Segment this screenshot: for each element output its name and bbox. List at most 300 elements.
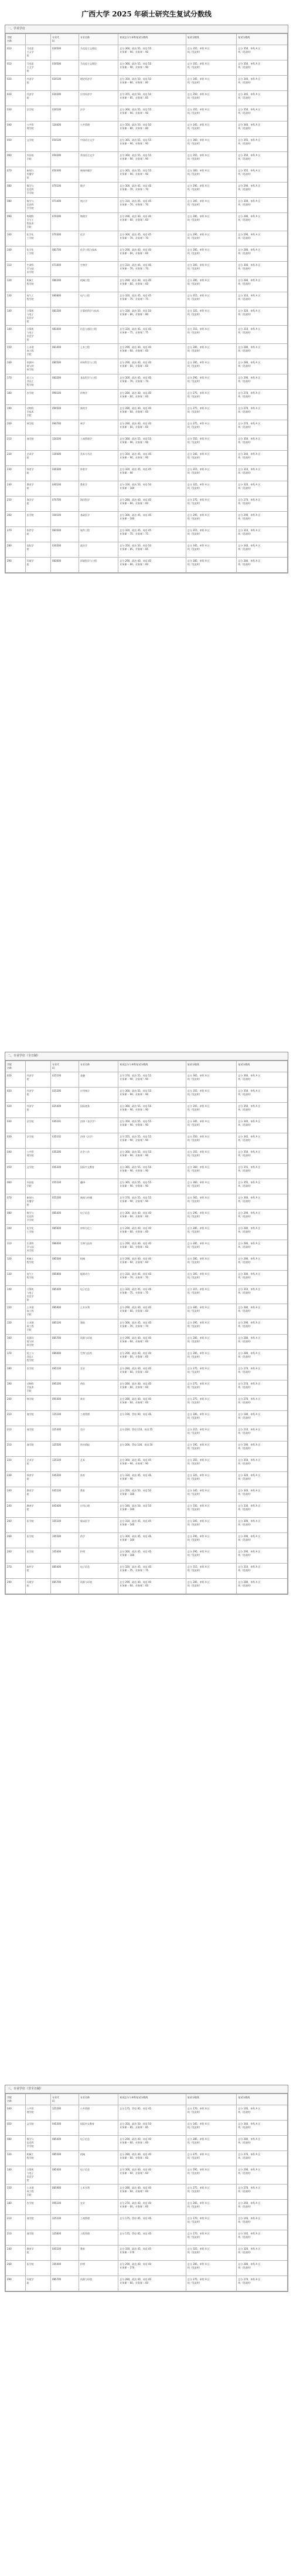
initial-score-cell: 总分 290，政治 40、英语 40 业务课一 60、业务课二 60 <box>118 359 186 374</box>
retest-score-cell: 总分 295，单科 A 区 线（见说明） <box>186 1548 237 1564</box>
initial-score-cell: 总分 280，政治 40、英语 40 业务课一 60、业务课二 60 <box>118 405 186 420</box>
college-name-cell: 计算机 与电子 信息学 院 <box>25 326 50 344</box>
major-name-cell: 计算机科学与技术 <box>79 308 118 326</box>
initial-score-cell: 总分 290，政治 40、英语 40 业务课一 60、业务课二 60 <box>118 1579 186 1594</box>
table-row <box>6 1304 288 1319</box>
major-code-cell: 095100 <box>50 2200 79 2215</box>
college-name-cell: 教育学 院 <box>25 1503 50 1518</box>
college-code-cell: 050 <box>6 2121 26 2136</box>
college-name-cell: 新闻与 传播学 院 <box>25 1194 50 1210</box>
college-code-cell: 100 <box>6 1225 26 1240</box>
table-row <box>6 420 288 435</box>
college-code-cell: 030 <box>6 1118 26 1133</box>
major-code-cell: 085500 <box>50 1255 79 1271</box>
table-row <box>6 1271 288 1286</box>
initial-score-cell: 总分 280，政治 40、英语 40 业务课一 60、业务课二 60 <box>118 497 186 512</box>
initial-score-cell: 总分 300，政治 45、英语 45 业务课一 70、业务课二 70 <box>118 231 186 247</box>
retest-score-cell: 总分 280，单科 A 区 线（见说明） <box>237 1225 288 1240</box>
major-code-cell: 125300 <box>50 1426 79 1441</box>
retest-score-cell: 总分 290，单科 A 区 线（见说明） <box>237 1533 288 1548</box>
retest-score-cell: 总分 310，单科 A 区 线（见说明） <box>237 292 288 308</box>
major-code-cell: 090700 <box>50 420 79 435</box>
retest-score-cell: 总分 320，单科 A 区 线（见说明） <box>237 481 288 497</box>
college-code-cell: 210 <box>6 1426 26 1441</box>
college-code-cell: 190 <box>6 405 26 420</box>
retest-score-cell: 总分 350，单科 A 区 线（见说明） <box>186 1133 237 1149</box>
table-row <box>6 435 288 451</box>
major-code-cell: 030100 <box>50 106 79 121</box>
major-name-cell: 护理 <box>79 1548 118 1564</box>
major-name-cell: 生物与医药 <box>79 1350 118 1365</box>
initial-score-cell: 总分 300，政治 45、英语 45 业务课一 70、业务课二 70 <box>118 1319 186 1335</box>
retest-score-cell: 总分 305，单科 A 区 线（见说明） <box>186 1271 237 1286</box>
retest-score-cell: 总分 315，单科 A 区 线（见说明） <box>186 466 237 481</box>
major-code-cell: 085400 <box>50 2136 79 2151</box>
college-code-cell: 080 <box>6 1210 26 1225</box>
col-header: 复试分数线 <box>186 34 237 45</box>
major-code-cell: 081000 <box>50 326 79 344</box>
college-name-cell: 数学与 信息科 学学院 <box>25 1210 50 1225</box>
major-name-cell: 马克思主义理论 <box>79 45 118 60</box>
initial-score-cell: 总分 320，政治 45、英语 45 业务课一 90 <box>118 466 186 481</box>
major-code-cell: 120200 <box>50 435 79 451</box>
retest-score-cell: 总分 290，单科 A 区 线（见说明） <box>237 183 288 198</box>
college-code-cell: 210 <box>6 2215 26 2230</box>
major-name-cell: 电子信息 <box>79 1210 118 1225</box>
college-name-cell: 环境学 院 <box>25 2276 50 2291</box>
retest-score-cell: 总分 345，单科 A 区 线（见说明） <box>186 2121 237 2136</box>
col-header: 复试分数线 <box>237 2094 288 2105</box>
col-header: 学院 名称 <box>6 1061 26 1072</box>
college-name-cell: 马克思 主义学 院 <box>25 60 50 76</box>
table-row <box>6 542 288 558</box>
table-row <box>6 1350 288 1365</box>
college-name-cell: 软件学 院 <box>25 527 50 542</box>
table-row <box>6 390 288 405</box>
retest-score-cell: 总分 365，单科 A 区 线（见说明） <box>186 1072 237 1088</box>
college-name-cell: 医学院 <box>25 1533 50 1548</box>
college-name-cell: 电气工 程学院 <box>25 1271 50 1286</box>
table-row <box>6 1118 288 1133</box>
college-code-cell: 150 <box>6 344 26 359</box>
retest-score-cell: 总分 285，单科 A 区 线（见说明） <box>186 1255 237 1271</box>
retest-score-cell: 总分 270，单科 A 区 线（见说明） <box>237 497 288 512</box>
retest-score-cell: 总分 280，单科 A 区 线（见说明） <box>237 2261 288 2276</box>
college-code-cell: 170 <box>6 374 26 390</box>
retest-score-cell: 总分 355，单科 A 区 线（见说明） <box>186 1457 237 1472</box>
college-name-cell: 经济学 院 <box>25 1103 50 1118</box>
college-code-cell: 210 <box>6 1441 26 1457</box>
college-code-cell: 260 <box>6 512 26 527</box>
major-name-cell: 电子信息 <box>79 1564 118 1579</box>
retest-score-cell: 总分 355，单科 A 区 线（见说明） <box>186 60 237 76</box>
major-code-cell: 085700 <box>50 1579 79 1594</box>
major-code-cell: 120400 <box>50 121 79 137</box>
retest-score-cell: 总分 285，单科 A 区 线（见说明） <box>186 2261 237 2276</box>
major-code-cell: 085400 <box>50 1286 79 1304</box>
retest-score-cell: 总分 290，单科 A 区 线（见说明） <box>237 231 288 247</box>
college-name-cell: 轻工与 食品工 程学院 <box>25 374 50 390</box>
major-code-cell: 081400 <box>50 344 79 359</box>
major-name-cell: 兽医 <box>79 1380 118 1396</box>
college-code-cell: 110 <box>6 1240 26 1255</box>
major-code-cell: 081200 <box>50 308 79 326</box>
college-code-cell: 080 <box>6 183 26 198</box>
initial-score-cell: 总分 370，政治 55、英语 55 业务课一 90、业务课二 90 <box>118 1194 186 1210</box>
retest-score-cell: 总分 285，单科 A 区 线（见说明） <box>186 1240 237 1255</box>
retest-score-cell: 总分 340，单科 A 区 线（见说明） <box>237 76 288 91</box>
college-name-cell: 环境学 院 <box>25 558 50 573</box>
retest-score-cell: 总分 280，单科 A 区 线（见说明） <box>237 1255 288 1271</box>
major-name-cell: 化学工程与技术 <box>79 247 118 262</box>
major-name-cell: 畜牧学 <box>79 405 118 420</box>
retest-score-cell: 总分 310，单科 A 区 线（见说明） <box>237 1286 288 1304</box>
college-code-cell: 230 <box>6 466 26 481</box>
college-name-cell: 计算机 与电子 信息学 院 <box>25 308 50 326</box>
major-name-cell: 土木水利 <box>79 1304 118 1319</box>
retest-score-cell: 总分 355，单科 A 区 线（见说明） <box>186 1088 237 1103</box>
table-row <box>6 1503 288 1518</box>
college-name-cell: 环境学 院 <box>25 1579 50 1594</box>
retest-score-cell: 总分 305，单科 A 区 线（见说明） <box>186 262 237 277</box>
initial-score-cell: 总分 280，政治 40、英语 40 业务课一 60、业务课二 60 <box>118 2276 186 2291</box>
major-name-cell: 林业 <box>79 1396 118 1411</box>
major-code-cell: 090100 <box>50 390 79 405</box>
college-code-cell: 290 <box>6 1579 26 1594</box>
retest-score-cell: 总分 320，单科 A 区 线（见说明） <box>237 2246 288 2261</box>
major-name-cell: 教育 <box>79 2246 118 2261</box>
college-name-cell: 法学院 <box>25 1133 50 1149</box>
retest-score-cell: 总分 290，单科 A 区 线（见说明） <box>237 512 288 527</box>
college-code-cell: 150 <box>6 1319 26 1335</box>
major-name-cell: 环境科学与工程 <box>79 558 118 573</box>
table-row <box>6 405 288 420</box>
table-row <box>6 167 288 183</box>
table-row <box>6 1426 288 1441</box>
col-header: 复试分数线 <box>237 1061 288 1072</box>
college-name-cell: 土木建 筑工程 学院 <box>25 1319 50 1335</box>
table-row <box>6 1533 288 1548</box>
college-code-cell: 040 <box>6 1149 26 1164</box>
major-name-cell: 新闻传播学 <box>79 167 118 183</box>
major-code-cell: 095400 <box>50 1396 79 1411</box>
college-code-cell: 040 <box>6 121 26 137</box>
score-table <box>5 33 288 573</box>
college-code-cell: 240 <box>6 1487 26 1503</box>
major-code-cell: 105400 <box>50 2261 79 2276</box>
major-code-cell: 030200 <box>50 542 79 558</box>
major-name-cell: 社会工作 <box>79 1149 118 1164</box>
major-code-cell: 045300 <box>50 1164 79 1179</box>
college-code-cell: 260 <box>6 1548 26 1564</box>
college-name-cell: 医学院 <box>25 1548 50 1564</box>
major-name-cell: 体育学 <box>79 466 118 481</box>
table-row <box>6 1255 288 1271</box>
retest-score-cell: 总分 285，单科 A 区 线（见说明） <box>186 1225 237 1240</box>
retest-score-cell: 总分 290，单科 A 区 线（见说明） <box>237 1548 288 1564</box>
college-code-cell: 080 <box>6 198 26 213</box>
col-header: 专业名称 <box>79 1061 118 1072</box>
initial-score-cell: 总分 190，管综 90、英语 45 <box>118 1411 186 1426</box>
college-code-cell: 020 <box>6 1072 26 1088</box>
retest-score-cell: 总分 195，单科 A 区 线（见说明） <box>186 1441 237 1457</box>
college-code-cell: 160 <box>6 359 26 374</box>
table-row <box>6 466 288 481</box>
major-name-cell: 国际中文教育 <box>79 1164 118 1179</box>
retest-score-cell: 总分 270，单科 A 区 线（见说明） <box>237 1380 288 1396</box>
college-name-cell: 经济学 院 <box>25 76 50 91</box>
initial-score-cell: 总分 320，政治 45、英语 45 业务课一 75、业务课二 75 <box>118 326 186 344</box>
retest-score-cell: 总分 185，单科 A 区 线（见说明） <box>186 1411 237 1426</box>
retest-score-cell: 总分 315，单科 A 区 线（见说明） <box>186 1564 237 1579</box>
major-name-cell: 应用经济学 <box>79 91 118 106</box>
major-code-cell: 085700 <box>50 2276 79 2291</box>
retest-score-cell: 总分 330，单科 A 区 线（见说明） <box>237 1503 288 1518</box>
major-code-cell: 025100 <box>50 1072 79 1088</box>
table-row <box>6 106 288 121</box>
initial-score-cell: 总分 200，管综 100、英语 50 <box>118 1441 186 1457</box>
college-name-cell: 法学院 <box>25 106 50 121</box>
major-name-cell: 材料与化工 <box>79 1225 118 1240</box>
major-code-cell: 080800 <box>50 292 79 308</box>
college-name-cell: 计算机 与电子 信息学 院 <box>25 2166 50 2185</box>
college-code-cell: 100 <box>6 247 26 262</box>
retest-score-cell: 总分 190，单科 A 区 线（见说明） <box>237 1441 288 1457</box>
table-row <box>6 2185 288 2200</box>
major-code-cell: 085400 <box>50 2166 79 2185</box>
major-name-cell: 工商管理学 <box>79 435 118 451</box>
initial-score-cell: 总分 300，政治 45、英语 45 业务课一 70、业务课二 70 <box>118 374 186 390</box>
initial-score-cell: 总分 330，政治 50、英语 50 业务课一 80、业务课二 80 <box>118 308 186 326</box>
initial-score-cell: 总分 310，政治 45、英语 45 业务课一 70、业务课二 70 <box>118 198 186 213</box>
section-header: 一、学术学位 <box>5 25 288 33</box>
college-code-cell: 050 <box>6 137 26 152</box>
college-code-cell: 270 <box>6 1564 26 1579</box>
col-header: 专业代 码 <box>50 34 79 45</box>
table-row <box>6 481 288 497</box>
major-name-cell: 新闻与传播 <box>79 1194 118 1210</box>
college-name-cell: 数学与 信息科 学学院 <box>25 2136 50 2151</box>
major-code-cell: 125100 <box>50 1411 79 1426</box>
college-name-cell: 教育学 院 <box>25 1487 50 1503</box>
table-row <box>6 121 288 137</box>
retest-score-cell: 总分 345，单科 A 区 线（见说明） <box>186 542 237 558</box>
college-name-cell: 商学院 <box>25 1441 50 1457</box>
major-name-cell: 外国语言文学 <box>79 152 118 167</box>
retest-score-cell: 总分 270，单科 A 区 线（见说明） <box>237 1396 288 1411</box>
retest-score-cell: 总分 275，单科 A 区 线（见说明） <box>186 1365 237 1380</box>
major-code-cell: 045400 <box>50 1503 79 1518</box>
college-name-cell: 农学院 <box>25 390 50 405</box>
major-code-cell: 085800 <box>50 1271 79 1286</box>
table-row <box>6 198 288 213</box>
retest-score-cell: 总分 320，单科 A 区 线（见说明） <box>237 1472 288 1487</box>
retest-score-cell: 总分 270，单科 A 区 线（见说明） <box>237 420 288 435</box>
retest-score-cell: 总分 360，单科 A 区 线（见说明） <box>237 1072 288 1088</box>
major-code-cell: 085900 <box>50 2185 79 2200</box>
retest-score-cell: 总分 325，单科 A 区 线（见说明） <box>186 308 237 326</box>
initial-score-cell: 总分 310，政治 45、英语 45 业务课一 70、业务课二 70 <box>118 1271 186 1286</box>
table-row <box>6 1365 288 1380</box>
retest-score-cell: 总分 345，单科 A 区 线（见说明） <box>186 121 237 137</box>
table-row <box>6 1286 288 1304</box>
major-code-cell: 045300 <box>50 2121 79 2136</box>
retest-score-cell: 总分 285，单科 A 区 线（见说明） <box>186 359 237 374</box>
retest-score-cell: 总分 335，单科 A 区 线（见说明） <box>186 1503 237 1518</box>
retest-score-cell: 总分 275，单科 A 区 线（见说明） <box>186 2151 237 2166</box>
retest-score-cell: 总分 345，单科 A 区 线（见说明） <box>186 1487 237 1503</box>
table-row <box>6 1240 288 1255</box>
initial-score-cell: 总分 175，管综 85、英语 45 <box>118 2105 186 2121</box>
retest-score-cell: 总分 290，单科 A 区 线（见说明） <box>237 374 288 390</box>
initial-score-cell: 总分 320，政治 45、英语 45 业务课一 75、业务课二 75 <box>118 1564 186 1579</box>
major-code-cell: 030500 <box>50 60 79 76</box>
college-code-cell: 260 <box>6 1518 26 1533</box>
table-row <box>6 1164 288 1179</box>
retest-score-cell: 总分 295，单科 A 区 线（见说明） <box>186 1319 237 1335</box>
retest-score-cell: 总分 275，单科 A 区 线（见说明） <box>186 2276 237 2291</box>
major-name-cell: 翻译 <box>79 1179 118 1194</box>
retest-score-cell: 总分 345，单科 A 区 线（见说明） <box>186 451 237 466</box>
table-row <box>6 2230 288 2246</box>
table-row <box>6 262 288 277</box>
college-code-cell: 020 <box>6 1103 26 1118</box>
college-code-cell: 060 <box>6 152 26 167</box>
retest-score-cell: 总分 270，单科 A 区 线（见说明） <box>237 2151 288 2166</box>
major-name-cell: 统计学 <box>79 198 118 213</box>
table-row <box>6 183 288 198</box>
table-row <box>6 1441 288 1457</box>
col-header: 专业名称 <box>79 2094 118 2105</box>
retest-score-cell: 总分 280，单科 A 区 线（见说明） <box>237 359 288 374</box>
initial-score-cell: 总分 360，政治 55、英语 55 业务课一 90、业务课二 90 <box>118 60 186 76</box>
retest-score-cell: 总分 355，单科 A 区 线（见说明） <box>237 1179 288 1194</box>
major-code-cell: 020100 <box>50 76 79 91</box>
college-name-cell: 资源环 境与材 料学院 <box>25 1335 50 1350</box>
college-name-cell: 生命科 学与技 术学院 <box>25 1240 50 1255</box>
table-row <box>6 1457 288 1472</box>
major-code-cell: 071000 <box>50 262 79 277</box>
college-name-cell: 电气工 程学院 <box>25 292 50 308</box>
college-name-cell: 教育学 院 <box>25 481 50 497</box>
col-header: 初试总分与单科复试分数线 <box>118 34 186 45</box>
major-code-cell: 040300 <box>50 466 79 481</box>
retest-score-cell: 总分 280，单科 A 区 线（见说明） <box>237 213 288 231</box>
college-code-cell: 120 <box>6 277 26 292</box>
college-name-cell: 林学院 <box>25 1396 50 1411</box>
retest-score-cell: 总分 350，单科 A 区 线（见说明） <box>186 91 237 106</box>
initial-score-cell: 总分 350，政治 50、英语 50 业务课一 85、业务课二 85 <box>118 542 186 558</box>
retest-score-cell: 总分 270，单科 A 区 线（见说明） <box>237 405 288 420</box>
initial-score-cell: 总分 350，政治 55、英语 55 业务课一 90、业务课二 90 <box>118 1118 186 1133</box>
college-code-cell: 160 <box>6 1335 26 1350</box>
major-code-cell: 025200 <box>50 1088 79 1103</box>
retest-score-cell: 总分 355，单科 A 区 线（见说明） <box>186 1103 237 1118</box>
table-row <box>6 2166 288 2185</box>
college-name-cell: 文学院 <box>25 137 50 152</box>
major-name-cell: 材料科学与工程 <box>79 359 118 374</box>
major-code-cell: 085100 <box>50 1319 79 1335</box>
retest-score-cell: 总分 345，单科 A 区 线（见说明） <box>186 1118 237 1133</box>
college-name-cell: 机械工 程学院 <box>25 1255 50 1271</box>
college-name-cell: 商学院 <box>25 1426 50 1441</box>
major-code-cell: 055100 <box>50 1179 79 1194</box>
retest-score-cell: 总分 350，单科 A 区 线（见说明） <box>237 45 288 60</box>
college-code-cell: 060 <box>6 1179 26 1194</box>
retest-score-cell: 总分 290，单科 A 区 线（见说明） <box>237 1210 288 1225</box>
table-row <box>6 1487 288 1503</box>
retest-score-cell: 总分 355，单科 A 区 线（见说明） <box>186 45 237 60</box>
retest-score-cell: 总分 180，单科 A 区 线（见说明） <box>237 1411 288 1426</box>
initial-score-cell: 总分 290，政治 40、英语 40 业务课一 60、业务课二 60 <box>118 2136 186 2151</box>
section-professional-parttime <box>5 2085 288 2292</box>
college-code-cell: 250 <box>6 497 26 512</box>
major-name-cell: 电子信息 <box>79 2166 118 2185</box>
initial-score-cell: 总分 360，政治 55、英语 55 业务课一 90、业务课二 90 <box>118 152 186 167</box>
major-name-cell: 基础医学 <box>79 512 118 527</box>
major-code-cell: 090500 <box>50 405 79 420</box>
college-name-cell: 林学院 <box>25 420 50 435</box>
retest-score-cell: 总分 315，单科 A 区 线（见说明） <box>186 326 237 344</box>
major-name-cell: 体育 <box>79 1472 118 1487</box>
initial-score-cell: 总分 280，政治 40、英语 40 业务课一 60、业务课二 60 <box>118 1396 186 1411</box>
col-header: 学院 名称 <box>6 2094 26 2105</box>
initial-score-cell: 总分 175，管综 85、英语 45 <box>118 2230 186 2246</box>
table-row <box>6 152 288 167</box>
college-name-cell: 国际学 院 <box>25 542 50 558</box>
major-code-cell: 085400 <box>50 1564 79 1579</box>
table-row <box>6 1194 288 1210</box>
retest-score-cell: 总分 285，单科 A 区 线（见说明） <box>186 1335 237 1350</box>
college-name-cell: 土木建 筑工程 学院 <box>25 1304 50 1319</box>
retest-score-cell: 总分 340，单科 A 区 线（见说明） <box>237 2121 288 2136</box>
table-row <box>6 1133 288 1149</box>
college-name-cell: 农学院 <box>25 1365 50 1380</box>
major-code-cell: 085700 <box>50 1335 79 1350</box>
retest-score-cell: 总分 170，单科 A 区 线（见说明） <box>186 2230 237 2246</box>
retest-score-cell: 总分 350，单科 A 区 线（见说明） <box>237 106 288 121</box>
initial-score-cell: 总分 290，政治 40、英语 40 业务课一 60、业务课二 60 <box>118 1304 186 1319</box>
retest-score-cell: 总分 270，单科 A 区 线（见说明） <box>237 2185 288 2200</box>
table-row <box>6 1335 288 1350</box>
retest-score-cell: 总分 320，单科 A 区 线（见说明） <box>237 308 288 326</box>
retest-score-cell: 总分 305，单科 A 区 线（见说明） <box>186 1518 237 1533</box>
retest-score-cell: 总分 215，单科 A 区 线（见说明） <box>186 1426 237 1441</box>
major-name-cell: 美术与书法 <box>79 451 118 466</box>
retest-score-cell: 总分 325，单科 A 区 线（见说明） <box>186 2246 237 2261</box>
retest-score-cell: 总分 270，单科 A 区 线（见说明） <box>237 2276 288 2291</box>
college-code-cell: 180 <box>6 2200 26 2215</box>
major-name-cell: 机械 <box>79 2151 118 2166</box>
retest-score-cell: 总分 355，单科 A 区 线（见说明） <box>237 167 288 183</box>
retest-score-cell: 总分 300，单科 A 区 线（见说明） <box>237 1518 288 1533</box>
retest-score-cell: 总分 345，单科 A 区 线（见说明） <box>237 1133 288 1149</box>
retest-score-cell: 总分 300，单科 A 区 线（见说明） <box>237 198 288 213</box>
college-name-cell: 数学与 信息科 学学院 <box>25 183 50 198</box>
major-name-cell: 机械 <box>79 1255 118 1271</box>
col-header: 专业代 码 <box>50 2094 79 2105</box>
retest-score-cell: 总分 345，单科 A 区 线（见说明） <box>237 91 288 106</box>
retest-score-cell: 总分 275，单科 A 区 线（见说明） <box>186 1396 237 1411</box>
initial-score-cell: 总分 290，政治 40、英语 40 业务课一 60、业务课二 60 <box>118 1240 186 1255</box>
college-name-cell: 教育学 院 <box>25 2246 50 2261</box>
major-name-cell: 工商管理 <box>79 1411 118 1426</box>
initial-score-cell: 总分 360，政治 55、英语 55 业务课一 90、业务课二 90 <box>118 435 186 451</box>
college-code-cell: 020 <box>6 1088 26 1103</box>
initial-score-cell: 总分 300，政治 40、英语 40 业务课一 60、业务课二 60 <box>118 2166 186 2185</box>
major-code-cell: 071400 <box>50 198 79 213</box>
major-code-cell: 035101 <box>50 1118 79 1133</box>
